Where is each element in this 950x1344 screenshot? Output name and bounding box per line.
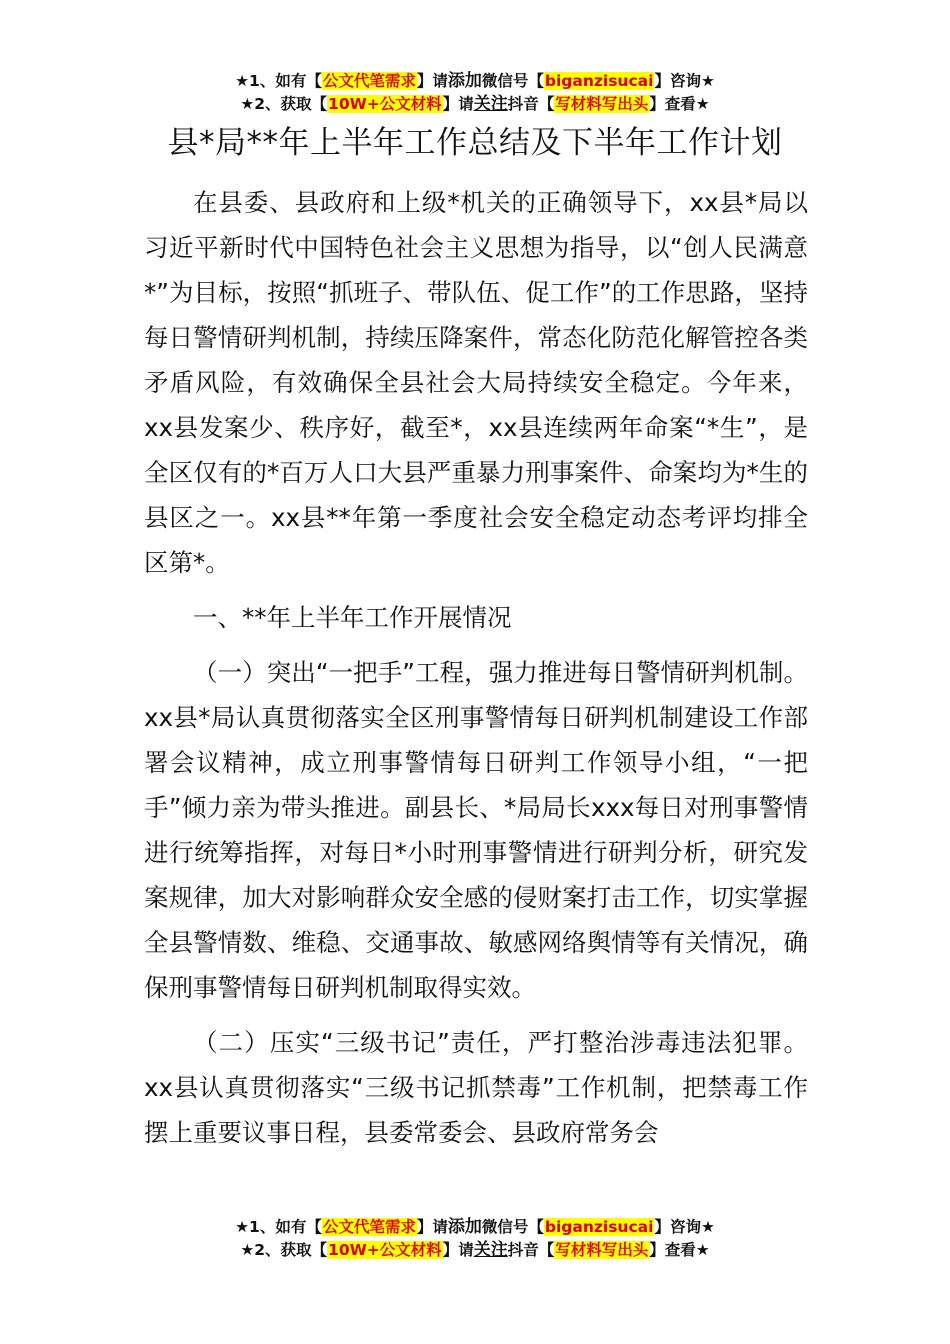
promo-line-2 [0,1239,950,1262]
promo-highlight-materials: 10W+公文材料 [328,95,442,113]
promo-text: 】请 [416,72,448,90]
promo-text: ★1、如有【 [235,1218,322,1236]
paragraph-item-1: （一）突出“一把手”工程，强力推进每日警情研判机制。xx县*局认真贯彻落实全区刑事警情每日研判机制建设工作部署会议精神，成立刑事警情每日研判工作领导小组，“一把手”倾力亲为带头推进。副县长、*局局长xxx每日对刑事警情进行统筹指挥，对每日*小时刑事警情进行研判分析，研究发案规律，加大对影响群众安全感的侵财案打击工作，切实掌握全县警情数、维稳、交通事故、敏感网络舆情等有关情况，确保刑事警情每日研判机制取得实效。 [144,658,808,1002]
promo-highlight-wechat-id: biganzisucai [544,1218,654,1236]
promo-highlight-service: 公文代笔需求 [322,72,416,90]
footer-promo-banner [0,1216,950,1262]
promo-text: 】咨询★ [654,72,715,90]
promo-text: 】请 [416,1218,448,1236]
promo-text: 】请 [442,1241,474,1259]
promo-text: 】咨询★ [654,1218,715,1236]
promo-text: ★2、获取【 [240,95,328,113]
promo-line-2 [0,93,950,116]
promo-text-emphasis: 关注 [473,1240,508,1260]
promo-text: ★1、如有【 [235,72,322,90]
promo-highlight-douyin: 写材料写出头 [555,95,649,113]
paragraph-item-2: （二）压实“三级书记”责任，严打整治涉毒违法犯罪。xx县认真贯彻落实“三级书记抓禁毒”工作机制，把禁毒工作摆上重要议事日程，县委常委会、县政府常务会 [144,1028,808,1147]
promo-highlight-service: 公文代笔需求 [322,1218,416,1236]
promo-highlight-wechat-id: biganzisucai [544,72,654,90]
document-title: 县*局**年上半年工作总结及下半年工作计划 [167,125,783,161]
promo-text: 抖音【 [507,1241,555,1259]
document-body [144,180,808,1155]
promo-text: 】请 [442,95,474,113]
paragraph-intro: 在县委、县政府和上级*机关的正确领导下，xx县*局以习近平新时代中国特色社会主义思想为指导，以“创人民满意*”为目标，按照“抓班子、带队伍、促工作”的工作思路，坚持每日警情研判机制，持续压降案件，常态化防范化解管控各类矛盾风险，有效确保全县社会大局持续安全稳定。今年来，xx县发案少、秩序好，截至*，xx县连续两年命案“*生”，是全区仅有的*百万人口大县严重暴力刑事案件、命案均为*生的县区之一。xx县**年第一季度社会安全稳定动态考评均排全区第*。 [144,188,808,577]
promo-text: 微信号【 [481,1218,544,1236]
promo-text: 】查看★ [649,1241,710,1259]
section-heading: 一、**年上半年工作开展情况 [193,603,512,632]
promo-text-emphasis: 添加 [447,1217,482,1237]
promo-line-1 [0,1216,950,1239]
promo-text: 抖音【 [507,95,555,113]
promo-text-emphasis: 关注 [473,94,508,114]
promo-highlight-materials: 10W+公文材料 [328,1241,442,1259]
header-promo-banner [0,70,950,116]
promo-text: 】查看★ [649,95,710,113]
promo-highlight-douyin: 写材料写出头 [555,1241,649,1259]
promo-text: ★2、获取【 [240,1241,328,1259]
promo-text: 微信号【 [481,72,544,90]
promo-line-1 [0,70,950,93]
promo-text-emphasis: 添加 [447,71,482,91]
